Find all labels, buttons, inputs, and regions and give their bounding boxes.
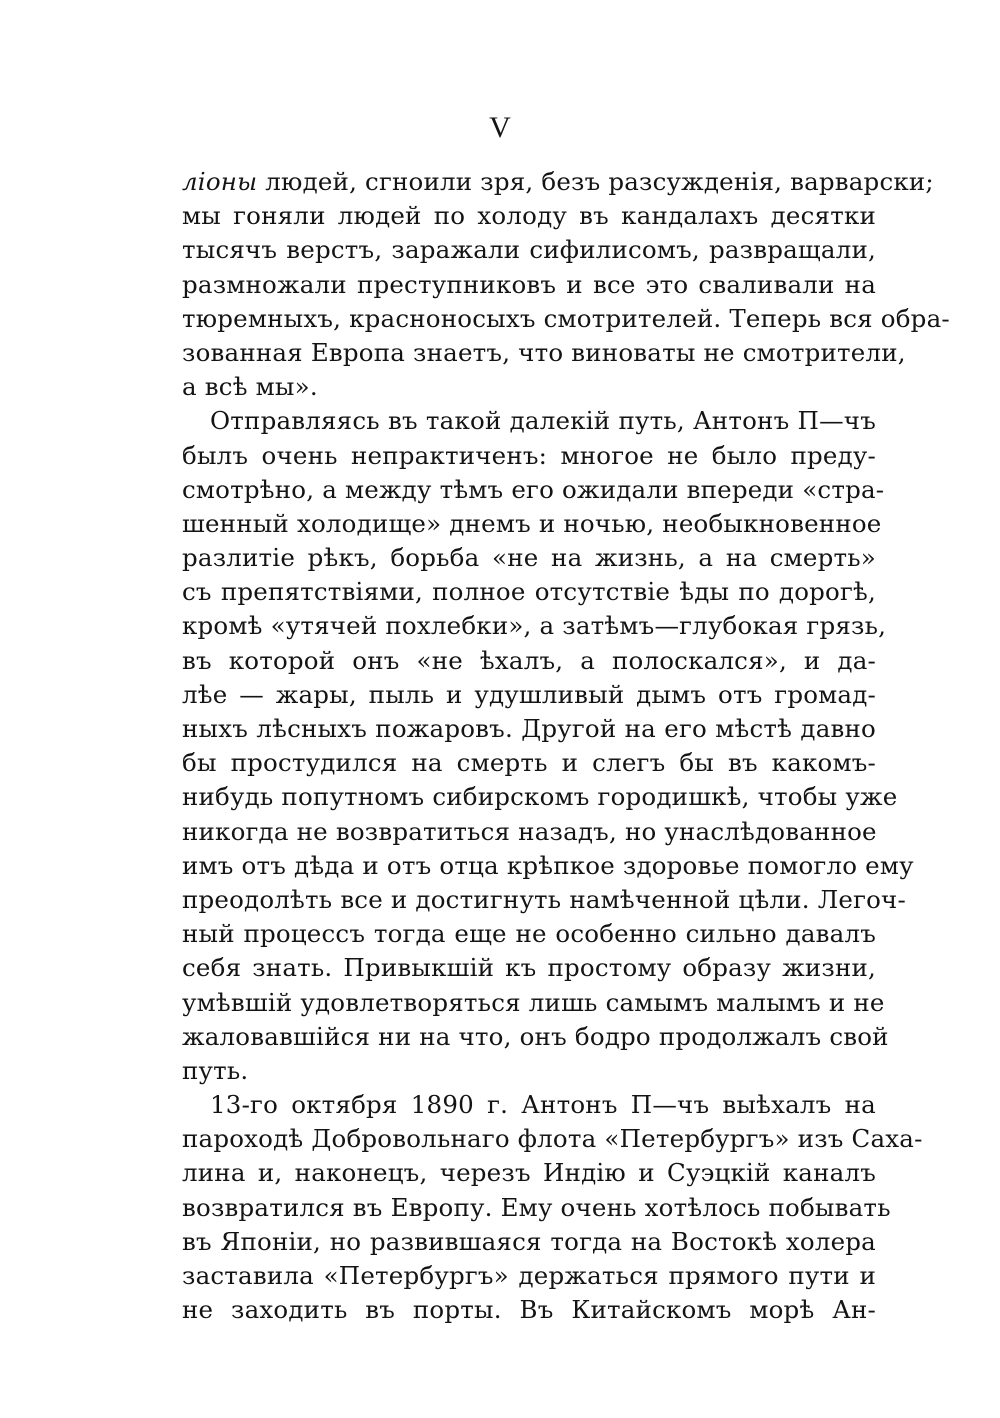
text-line: ныхъ лѣсныхъ пожаровъ. Другой на его мѣстѣ давно: [182, 714, 876, 743]
text-line: возвратился въ Европу. Ему очень хотѣлось побывать: [182, 1192, 891, 1222]
text-line: не заходить въ порты. Въ Китайскомъ морѣ Ан-: [182, 1295, 876, 1325]
text-line: ный процессъ тогда еще не особенно сильно давалъ: [182, 919, 876, 949]
text-line: 13-го октября 1890 г. Антонъ П—чъ выѣхалъ на: [210, 1090, 876, 1120]
text-line: бы простудился на смерть и слегъ бы въ какомъ-: [182, 748, 876, 778]
text-line: нибудь попутномъ сибирскомъ городишкѣ, чтобы уже: [182, 782, 898, 812]
text-line: лѣе — жары, пыль и удушливый дымъ отъ громад-: [182, 679, 876, 709]
text-line: имъ отъ дѣда и отъ отца крѣпкое здоровье помогло ему: [182, 850, 914, 880]
page-number: V: [489, 111, 511, 144]
text-line: кромѣ «утячей похлебки», а затѣмъ—глубокая грязь,: [182, 611, 887, 641]
text-line: размножали преступниковъ и все это сваливали на: [182, 269, 876, 299]
text-line: [182, 165, 934, 199]
text-line: преодолѣть все и достигнуть намѣченной цѣли. Легоч-: [182, 884, 906, 914]
text-line: мы гоняли людей по холоду въ кандалахъ десятки: [182, 201, 876, 231]
text-line: въ которой онъ «не ѣхалъ, а полоскался», и да-: [182, 645, 876, 675]
text-line: съ препятствiями, полное отсутствiе ѣды по дорогѣ,: [182, 577, 876, 607]
text-line: Отправляясь въ такой далекiй путь, Антонъ П—чъ: [210, 406, 876, 436]
italic-word: лiоны: [182, 167, 258, 196]
paragraph-3: [182, 1088, 923, 1327]
text-line: а всѣ мы».: [182, 372, 318, 402]
text-line: умѣвшiй удовлетворяться лишь самымъ малымъ и не: [182, 987, 885, 1017]
text-line: шенный холодище» днемъ и ночью, необыкновенное: [182, 508, 882, 538]
paragraph-1: [182, 165, 950, 404]
text-line: тысячъ верстъ, заражали сифилисомъ, развращали,: [182, 235, 876, 265]
text-line: въ Японiи, но развившаяся тогда на Востокѣ холера: [182, 1226, 876, 1256]
text-line: пароходѣ Добровольнаго флота «Петербургъ» изъ Саха-: [182, 1124, 923, 1154]
text-line: зованная Европа знаетъ, что виноваты не смотрители,: [182, 337, 906, 367]
text-line: смотрѣно, а между тѣмъ его ожидали впереди «стра-: [182, 474, 885, 504]
text-line: былъ очень непрактиченъ: многое не было преду-: [182, 440, 876, 470]
line-text: людей, сгноили зря, безъ разсужденiя, варварски;: [257, 167, 934, 196]
text-line: никогда не возвратиться назадъ, но унаслѣдованное: [182, 816, 877, 846]
text-line: тюремныхъ, красноносыхъ смотрителей. Теперь вся обра-: [182, 303, 950, 333]
paragraph-2: [182, 404, 914, 1088]
text-line: разлитiе рѣкъ, борьба «не на жизнь, а на смерть»: [182, 543, 876, 573]
text-line: жаловавшiйся ни на что, онъ бодро продолжалъ свой: [182, 1021, 889, 1051]
text-line: путь.: [182, 1055, 249, 1085]
text-line: лина и, наконецъ, черезъ Индiю и Суэцкiй каналъ: [182, 1158, 876, 1188]
text-line: себя знать. Привыкшiй къ простому образу жизни,: [182, 953, 876, 983]
body-text: [182, 165, 950, 1327]
text-line: заставила «Петербургъ» держаться прямого пути и: [182, 1261, 876, 1290]
